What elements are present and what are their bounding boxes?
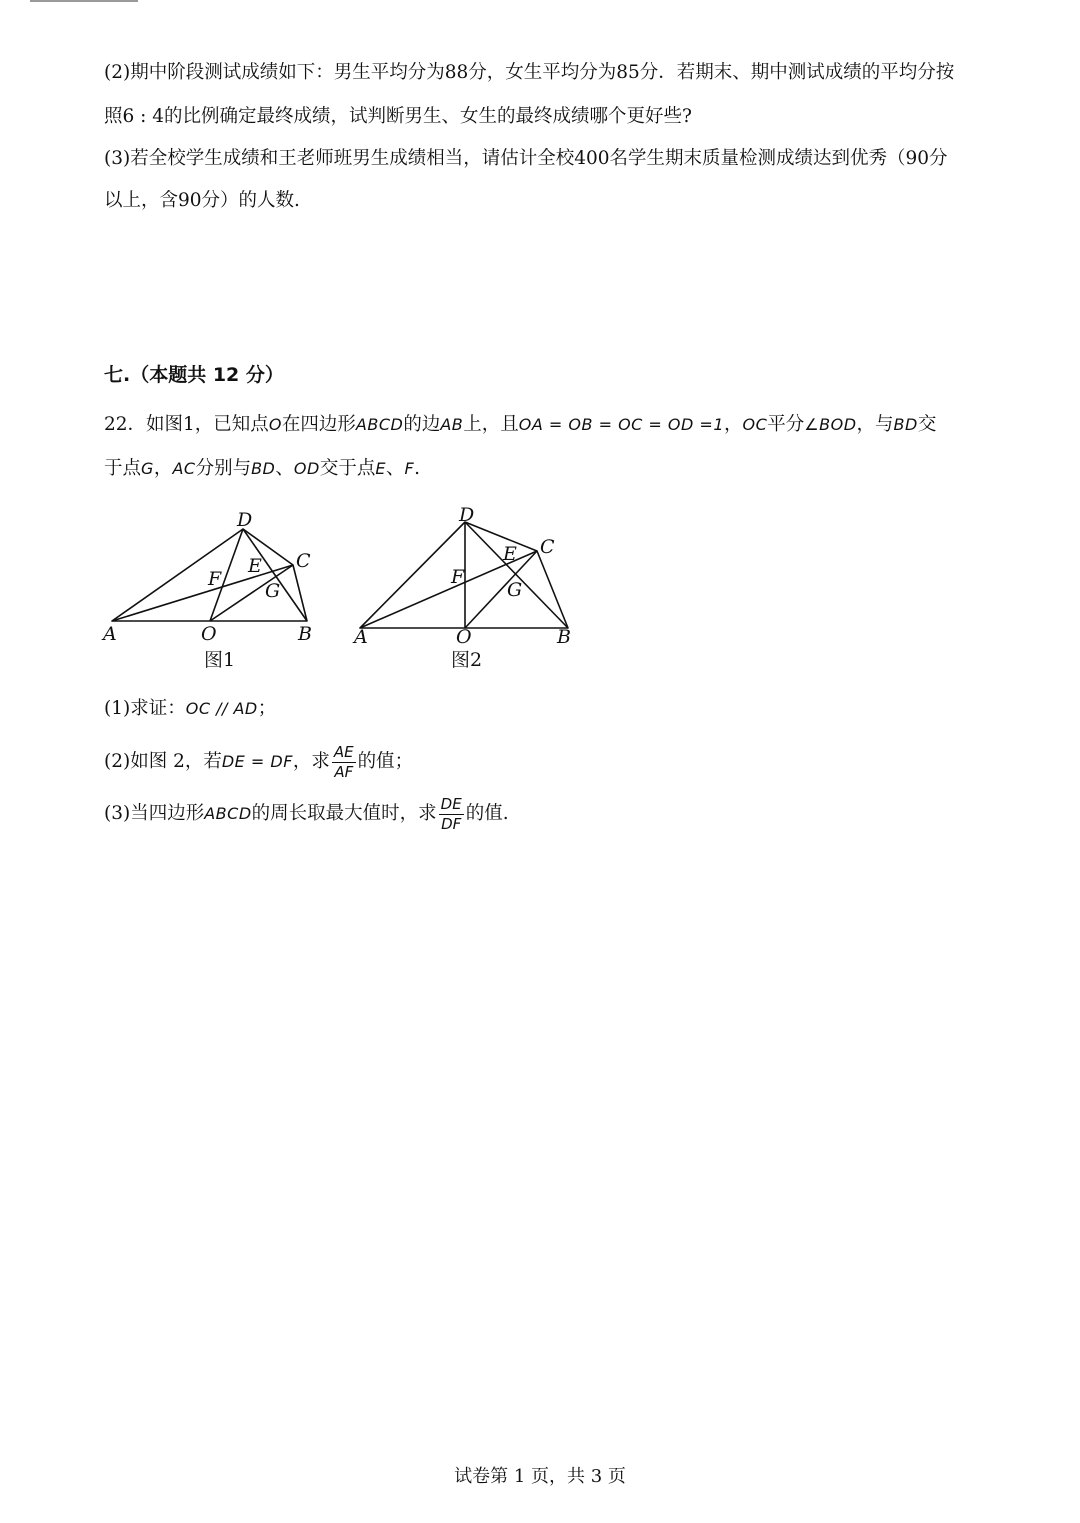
q22-text: 分别与 (195, 458, 252, 479)
math-var: ABCD (355, 415, 404, 434)
part1-text: (1)求证： (104, 698, 186, 719)
q22-part1 (104, 696, 276, 722)
fraction-denominator: AF (334, 762, 354, 781)
part1-math: OC // AD (185, 699, 258, 718)
part2-text: (2)如图 2，若 (104, 751, 222, 772)
q22-line2 (104, 456, 420, 482)
fig2-caption: 图2 (451, 649, 483, 671)
fig1-label-A: A (103, 623, 117, 645)
q22-text: 于点 (104, 458, 142, 479)
fig1-label-B: B (298, 623, 312, 645)
q22-text: 、 (275, 458, 294, 479)
q21-part2-line1: (2)期中阶段测试成绩如下：男生平均分为88分，女生平均分为85分．若期末、期中测试成绩的平均分按 (104, 62, 955, 83)
q22-text: 上，且 (463, 414, 519, 435)
math-var: BD (251, 459, 276, 478)
q22-line1 (104, 412, 936, 438)
fig2-label-B: B (557, 626, 571, 648)
q22-text: 的边 (403, 414, 441, 435)
q22-text: 平分 (767, 414, 805, 435)
math-var: AB (440, 415, 464, 434)
q22-text: 交于点 (319, 458, 376, 479)
fig2-label-E: E (503, 543, 517, 565)
q22-text: 22．如图1，已知点 (104, 414, 269, 435)
fig2-label-D: D (459, 504, 475, 526)
fraction-denominator: DF (441, 814, 462, 833)
geometry-figures (95, 500, 595, 680)
part2-math: DE = DF (221, 752, 293, 771)
fig1-label-E: E (248, 555, 262, 577)
q22-text: 在四边形 (281, 414, 356, 435)
math-var: OD (293, 459, 320, 478)
math-angle: ∠BOD (804, 415, 857, 434)
fig1-caption: 图1 (204, 649, 236, 671)
part3-mid: 的周长取最大值时，求 (251, 803, 437, 824)
part1-end: ； (257, 698, 277, 719)
fig1-label-D: D (237, 509, 253, 531)
math-var: BD (893, 415, 918, 434)
fig1-label-G: G (265, 580, 281, 602)
q22-text: ，与 (856, 414, 894, 435)
math-var: F (404, 459, 415, 478)
fig1-label-C: C (296, 550, 311, 572)
q22-text: . (414, 458, 421, 479)
math-expr: OA = OB = OC = OD =1 (518, 415, 724, 434)
q22-text: ， (153, 458, 173, 479)
fig2-label-O: O (456, 626, 472, 648)
q22-part2 (104, 740, 413, 784)
fig1-label-F: F (208, 568, 222, 590)
q21-part3-line1: (3)若全校学生成绩和王老师班男生成绩相当，请估计全校400名学生期末质量检测成绩达到优秀（90分 (104, 148, 948, 169)
part3-text: (3)当四边形 (104, 803, 205, 824)
math-var: G (141, 459, 154, 478)
math-var: O (268, 415, 282, 434)
fraction-numerator: DE (440, 794, 462, 813)
fig2-label-C: C (540, 536, 555, 558)
fraction-DE-DF (439, 795, 464, 834)
fig1-label-O: O (201, 623, 217, 645)
part2-mid: ，求 (292, 751, 330, 772)
part3-end: 的值. (465, 803, 509, 824)
q21-part3-line2: 以上，含90分）的人数. (104, 190, 300, 211)
page-footer: 试卷第 1 页，共 3 页 (454, 1466, 626, 1487)
math-var: E (375, 459, 386, 478)
part2-end: 的值； (357, 751, 414, 772)
q22-text: 交 (917, 414, 937, 435)
fraction-AE-AF (332, 743, 356, 782)
fig2-label-G: G (507, 579, 523, 601)
fig2-segment-OC (465, 551, 537, 628)
q22-text: 、 (385, 458, 405, 479)
part3-math: ABCD (204, 804, 252, 823)
q22-part3 (104, 792, 509, 836)
math-var: OC (742, 415, 768, 434)
math-var: AC (172, 459, 196, 478)
q22-text: ， (724, 414, 743, 435)
top-edge-line (30, 0, 138, 2)
fig2-label-A: A (354, 626, 368, 648)
fig2-label-F: F (451, 566, 465, 588)
section-heading: 七.（本题共 12 分） (104, 364, 284, 386)
q21-part2-line2: 照6 : 4的比例确定最终成绩，试判断男生、女生的最终成绩哪个更好些? (104, 106, 692, 127)
fraction-numerator: AE (333, 742, 354, 761)
